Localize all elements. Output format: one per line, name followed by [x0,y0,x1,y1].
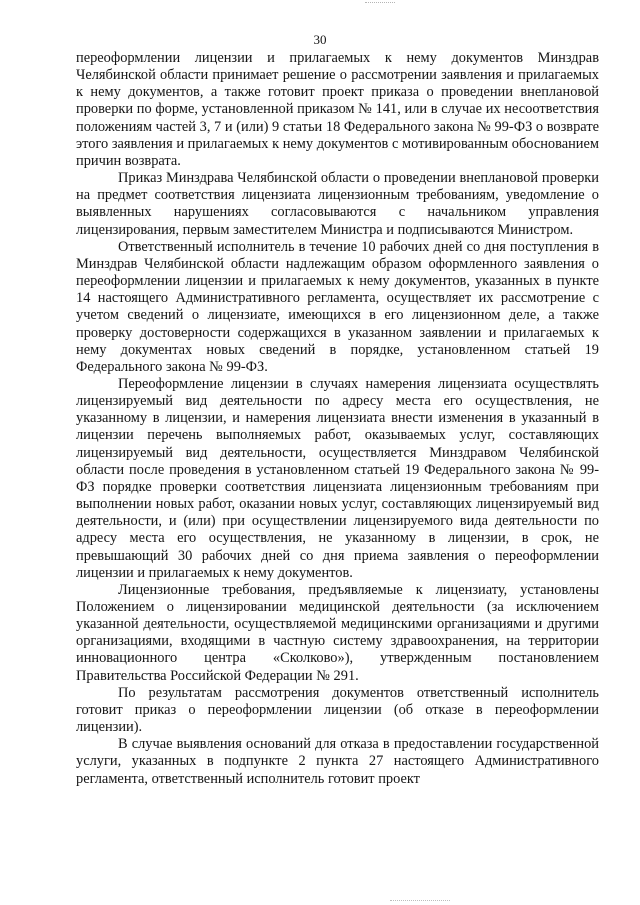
paragraph-inspection-order: Приказ Минздрава Челябинской области о проведении внеплановой проверки на предмет соответствия лицензиата лицензионным требованиям, уведомление о выявленных нарушениях согласовываются с начальником управления лицензирования, первым заместителем Министра и подписываются Министром. [76,170,599,238]
paragraph-reissue-conditions: Переоформление лицензии в случаях намерения лицензиата осуществлять лицензируемый вид деятельности по адресу места его осуществления, не указанному в лицензии, и намерения лицензиата внести изменения в указанный в лицензии перечень выполняемых работ, оказываемых услуг, составляющих лицензируемый вид деятельности, осуществляется Минздравом Челябинской области после проведения в установленном статьей 19 Федерального закона № 99-ФЗ порядке проверки соответствия лицензиата лицензионным требованиям при выполнении новых работ, оказании новых услуг, составляющих лицензируемый вид деятельности, и (или) при осуществлении лицензируемого вида деятельности по адресу места его осуществления, не указанному в лицензии, в срок, не превышающий 30 рабочих дней со дня приема заявления о переоформлении лицензии и прилагаемых к нему документов. [76,375,599,581]
scan-artifact-bottom [390,898,450,901]
paragraph-continuation: переоформлении лицензии и прилагаемых к нему документов Минздрав Челябинской области принимает решение о рассмотрении заявления и прилагаемых к нему документов, а также готовит проект приказа о проведении внеплановой проверки по форме, установленной приказом № 141, или в случае их несоответствия положениям частей 3, 7 и (или) 9 статьи 18 Федерального закона № 99-ФЗ о возврате этого заявления и прилагаемых к нему документов с мотивированным обоснованием причин возврата. [76,50,599,169]
paragraph-refusal-grounds: В случае выявления оснований для отказа в предоставлении государственной услуги, указанных в подпункте 2 пункта 27 настоящего Административного регламента, ответственный исполнитель готовит проект [76,736,599,787]
paragraph-license-requirements: Лицензионные требования, предъявляемые к лицензиату, установлены Положением о лицензировании медицинской деятельности (за исключением указанной деятельности, осуществляемой медицинскими организациями и другими организациями, входящими в частную систему здравоохранения, на территории инновационного центра «Сколково»), утвержденным постановлением Правительства Российской Федерации № 291. [76,581,599,684]
scan-artifact-top [365,2,395,7]
body-text [76,50,599,788]
paragraph-review-results: По результатам рассмотрения документов ответственный исполнитель готовит приказ о переоформлении лицензии (об отказе в переоформлении лицензии). [76,684,599,736]
page-number: 30 [313,32,327,47]
paragraph-executor-review: Ответственный исполнитель в течение 10 рабочих дней со дня поступления в Минздрав Челябинской области надлежащим образом оформленного заявления о переоформлении лицензии и прилагаемых к нему документов, указанных в пункте 14 настоящего Административного регламента, осуществляет их рассмотрение с учетом сведений о лицензиате, имеющихся в его лицензионном деле, а также проверку достоверности содержащихся в указанном заявлении и прилагаемых к нему документах новых сведений в порядке, установленном статьей 19 Федерального закона № 99-ФЗ. [76,238,599,375]
